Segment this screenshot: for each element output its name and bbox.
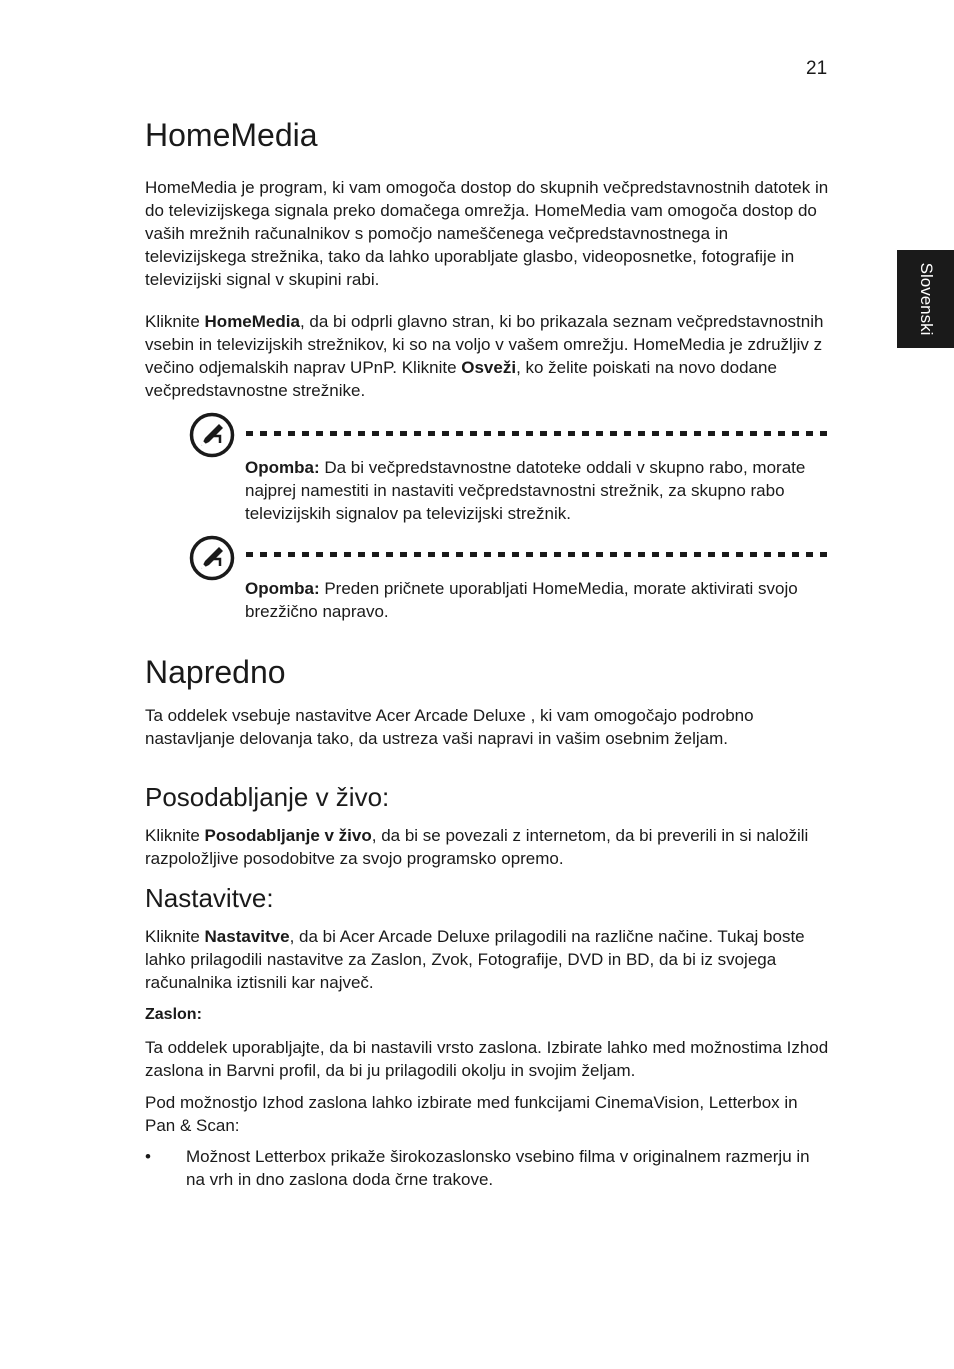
bullet-symbol: •: [145, 1147, 151, 1166]
page-number: 21: [806, 58, 828, 79]
note-pen-icon: [189, 535, 235, 581]
bullet-text: Možnost Letterbox prikaže širokozaslonsko vsebino filma v originalnem razmerju in na vrh in dno zaslona doda črne trakove.: [186, 1147, 810, 1189]
zaslon-paragraph-2: Pod možnostjo Izhod zaslona lahko izbirate med funkcijami CinemaVision, Letterbox in Pan & Scan:: [145, 1093, 798, 1135]
nastavitve-paragraph: Kliknite Nastavitve, da bi Acer Arcade Deluxe prilagodili na različne načine. Tukaj boste lahko prilagodili nastavitve za Zaslon, Zvok, Fotografije, DVD in BD, da bi iz svojega računalnika iztisnili kar največ.: [145, 927, 805, 992]
note-2-text: Opomba: Preden pričnete uporabljati HomeMedia, morate aktivirati svojo brezžično napravo.: [245, 579, 798, 621]
posodabljanje-paragraph: Kliknite Posodabljanje v živo, da bi se povezali z internetom, da bi preverili in si naložili razpoložljive posodobitve za svojo programsko opremo.: [145, 826, 809, 868]
posodabljanje-heading: Posodabljanje v živo:: [145, 782, 390, 812]
language-side-tab-label: Slovenski: [916, 262, 936, 336]
language-side-tab: [897, 250, 954, 348]
nastavitve-heading: Nastavitve:: [145, 883, 274, 913]
homemedia-heading: HomeMedia: [145, 117, 318, 153]
note-divider: [246, 431, 830, 436]
homemedia-paragraph-1: HomeMedia je program, ki vam omogoča dostop do skupnih večpredstavnostnih datotek in do televizijskega signala preko domačega omrežja. HomeMedia vam omogoča dostop do vaših mrežnih računalnikov s pomočjo nameščenega večpredstavnostnega in televizijskega strežnika, tako da lahko uporabljate glasbo, videoposnetke, fotografije in televizijski signal v skupini rabi.: [145, 178, 829, 289]
homemedia-paragraph-2: Kliknite HomeMedia, da bi odprli glavno stran, ki bo prikazala seznam večpredstavnostnih vsebin in televizijskih strežnikov, ki so na voljo v vašem omrežju. HomeMedia je združljiv z večino odjemalskih naprav UPnP. Kliknite Osveži, ko želite poiskati na novo dodane večpredstavnostne strežnike.: [145, 312, 824, 400]
note-divider: [246, 552, 830, 557]
napredno-intro: Ta oddelek vsebuje nastavitve Acer Arcade Deluxe , ki vam omogočajo podrobno nastavljanje delovanja tako, da ustreza vaši napravi in vašim osebnim željam.: [145, 706, 754, 748]
note-pen-icon: [189, 412, 235, 458]
note-1-text: Opomba: Da bi večpredstavnostne datoteke oddali v skupno rabo, morate najprej namestiti in nastaviti večpredstavnostni strežnik, za skupno rabo televizijskih signalov pa televizijski strežnik.: [245, 458, 806, 523]
zaslon-label: Zaslon:: [145, 1006, 202, 1023]
napredno-heading: Napredno: [145, 654, 286, 690]
zaslon-paragraph-1: Ta oddelek uporabljajte, da bi nastavili vrsto zaslona. Izbirate lahko med možnostima Izhod zaslona in Barvni profil, da bi ju prilagodili okolju in svojim željam.: [145, 1038, 829, 1080]
